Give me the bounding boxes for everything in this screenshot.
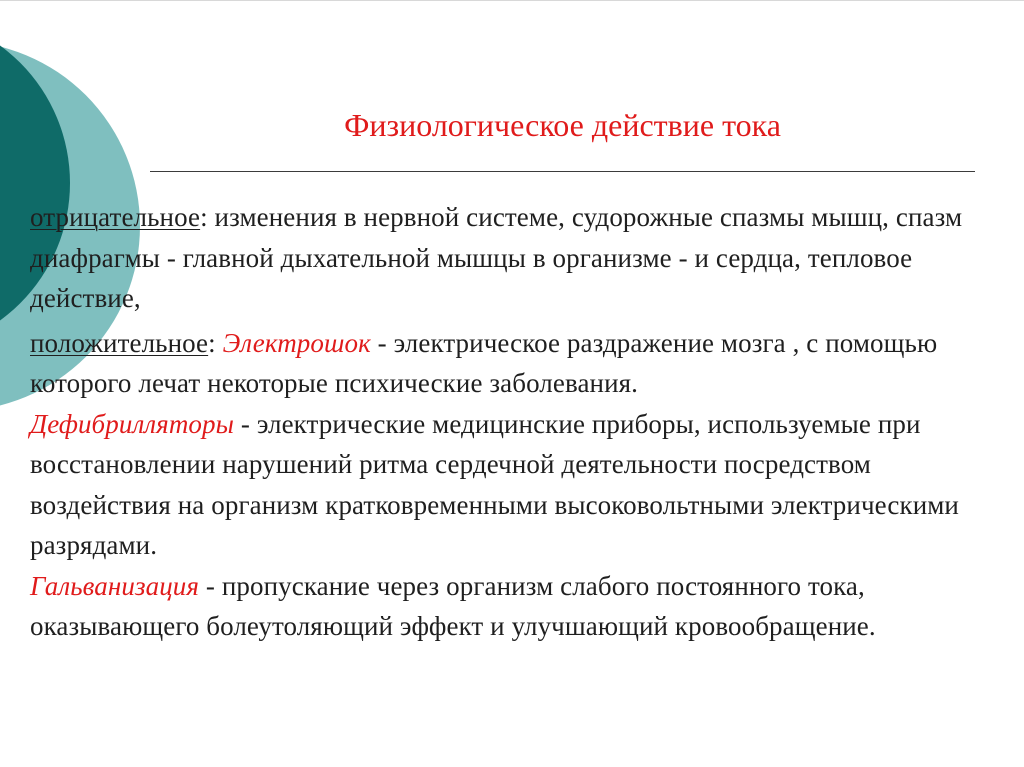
positive-label: положительное: [30, 327, 209, 358]
positive-colon: :: [208, 327, 223, 358]
term-galvanization: Гальванизация: [30, 570, 200, 601]
term-electroshock: Электрошок: [222, 327, 371, 358]
paragraph-defibrillators: [30, 404, 990, 566]
paragraph-negative: [30, 197, 990, 319]
negative-label: отрицательное: [30, 202, 201, 232]
paragraph-positive: [30, 323, 990, 404]
defibrillators-text: - электрические медицинские приборы, используемые при восстановлении нарушений ритма сердечной деятельности посредством воздействия на организм кратковременными высоковольтными электрическими разрядами.: [30, 408, 959, 560]
term-defibrillators: Дефибрилляторы: [30, 408, 235, 439]
slide-title: Физиологическое действие тока: [344, 107, 781, 143]
slide-body: [30, 197, 990, 647]
electroshock-text: - электрическое раздражение мозга , с помощью которого лечат некоторые психические заболевания.: [30, 327, 938, 398]
title-divider: [150, 171, 975, 172]
galvanization-text: - пропускание через организм слабого постоянного тока, оказывающего болеутоляющий эффект и улучшающий кровообращение.: [30, 570, 876, 641]
paragraph-galvanization: [30, 566, 990, 647]
negative-text: изменения в нервной системе, судорожные спазмы мышц, спазм диафрагмы - главной дыхательной мышцы в организме - и сердца, тепловое действие,: [30, 202, 963, 313]
negative-colon: :: [200, 202, 208, 232]
